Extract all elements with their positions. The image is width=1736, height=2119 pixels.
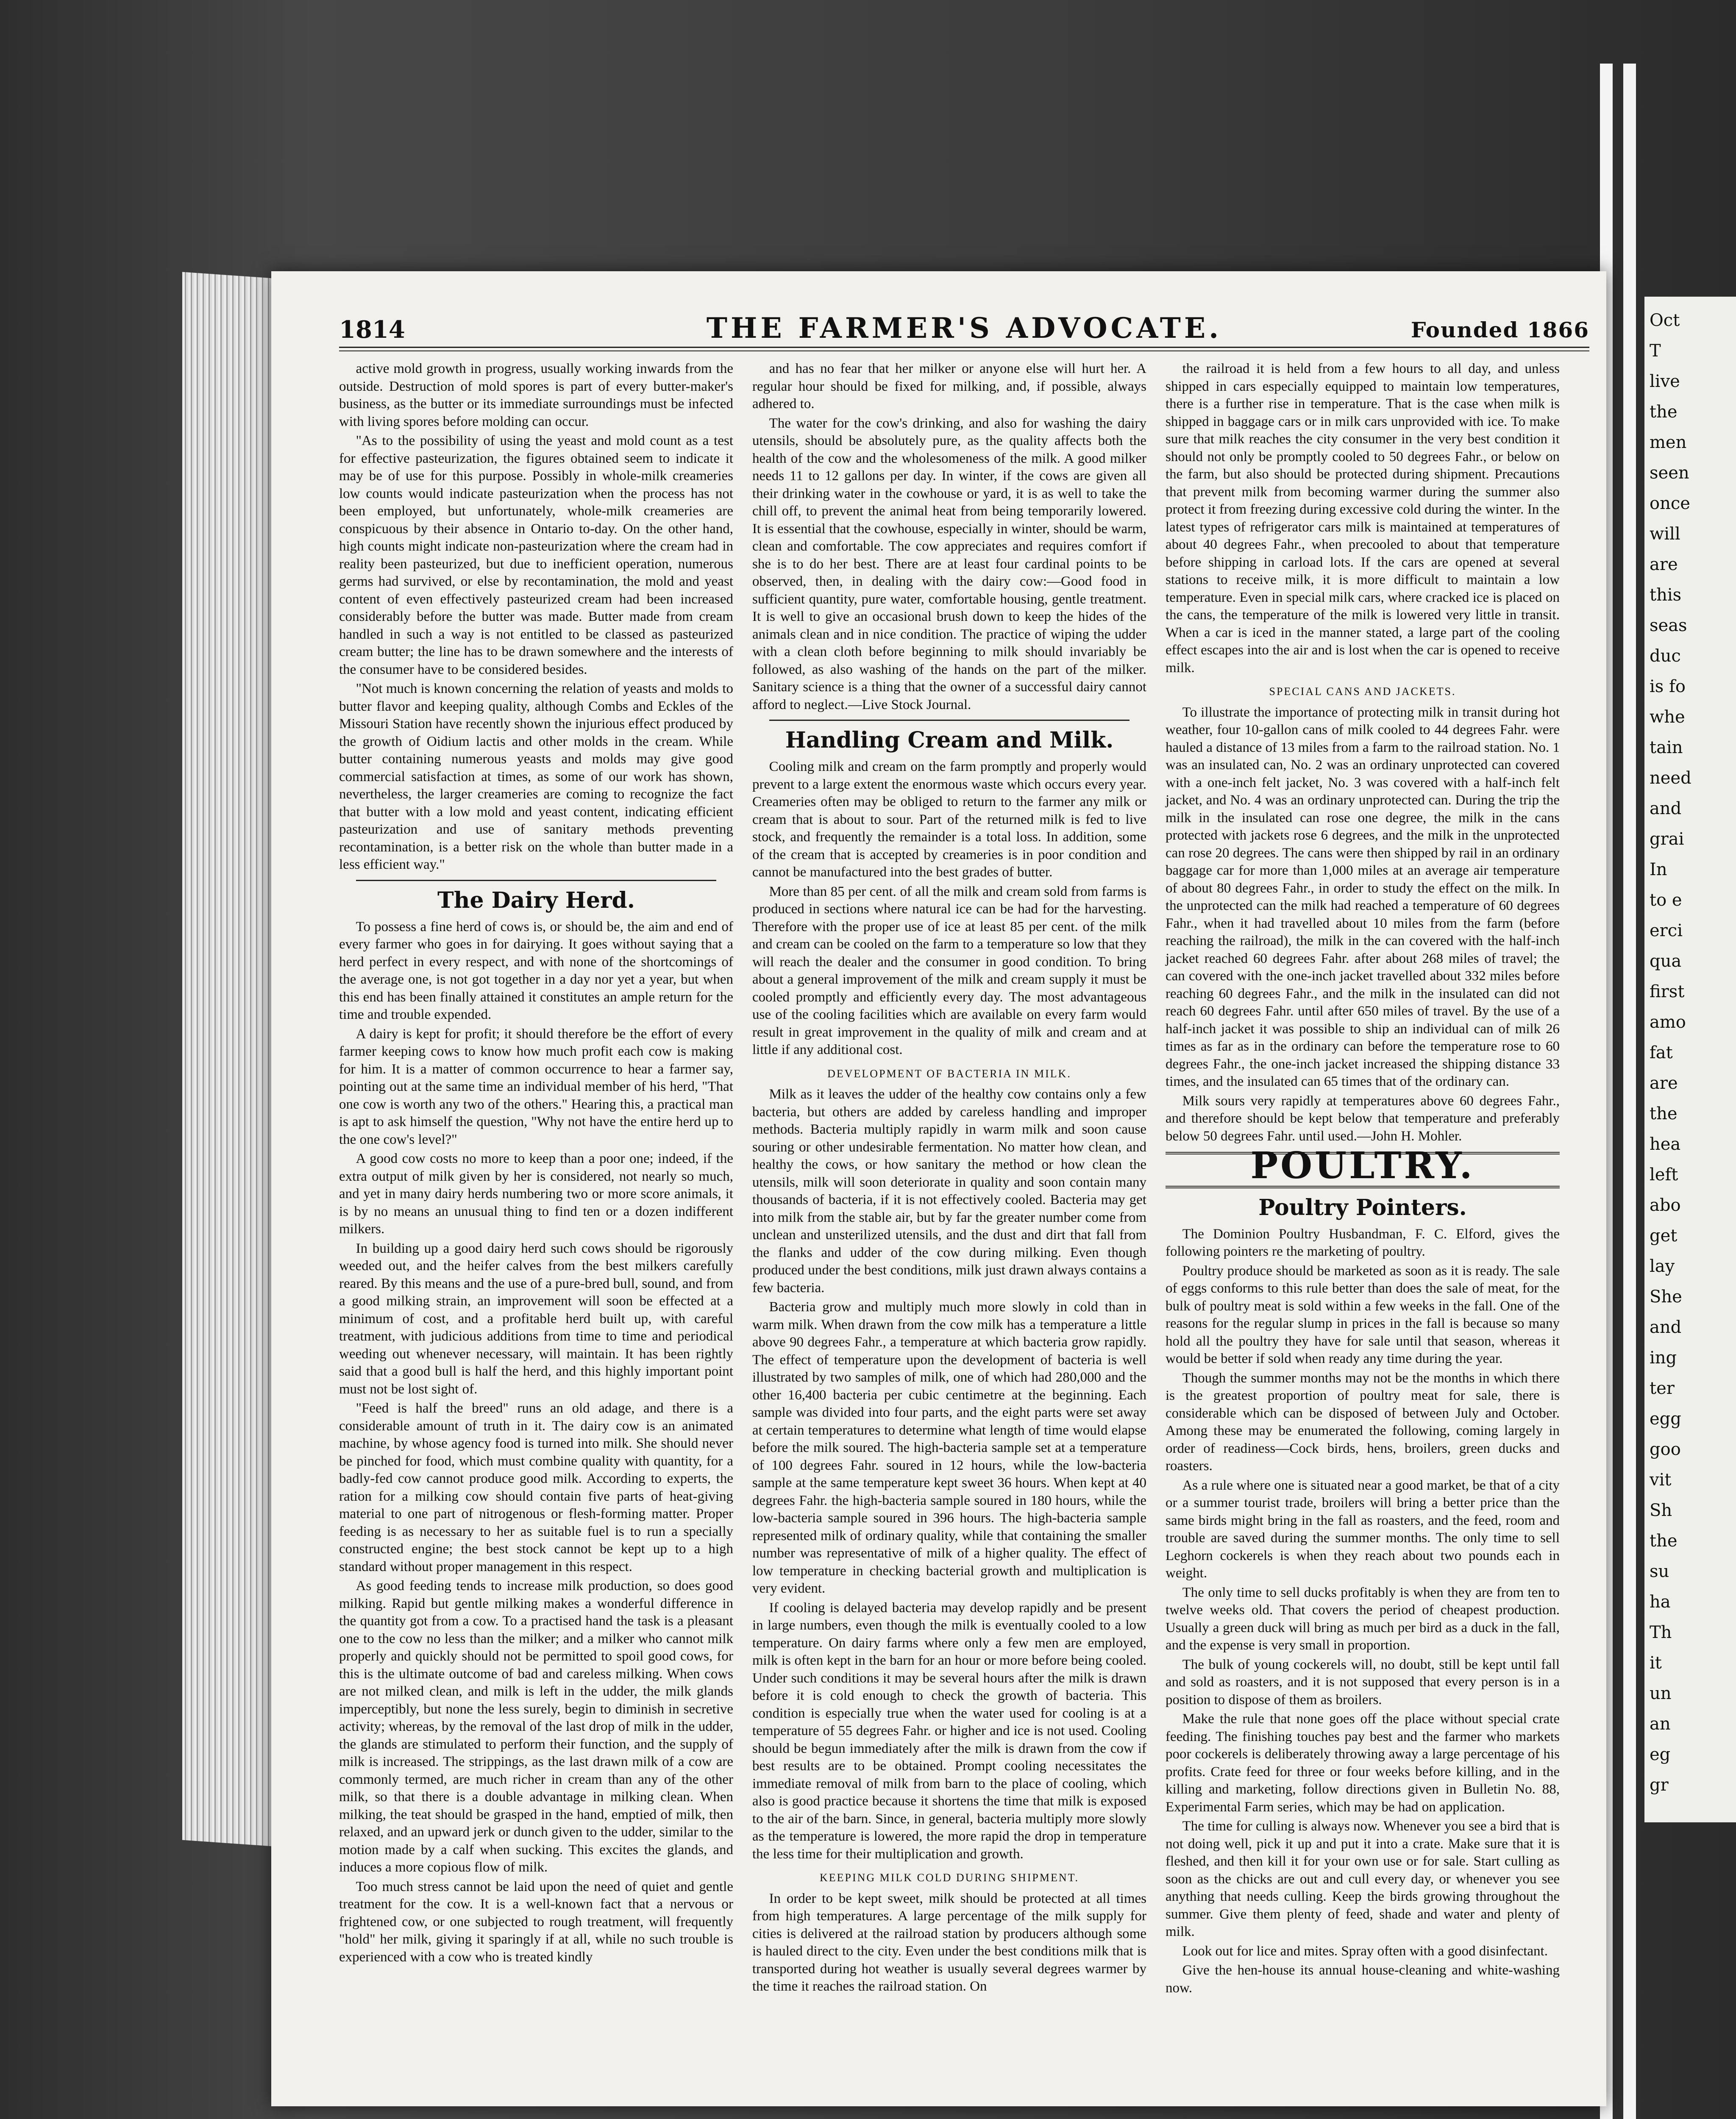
facing-page-fragment: and (1650, 799, 1682, 818)
header-rule (339, 347, 1589, 351)
poultry-banner-text: POULTRY. (1250, 1144, 1475, 1187)
poultry-banner (1166, 1144, 1560, 1188)
paragraph: Look out for lice and mites. Spray often with a good disinfectant. (1182, 1943, 1548, 1959)
dairy-herd-article (339, 918, 733, 1966)
cans-section (1166, 704, 1560, 1146)
newspaper-page (271, 271, 1606, 2106)
facing-page-fragment: get (1650, 1226, 1678, 1246)
facing-page-fragment: this (1650, 585, 1682, 605)
paragraph: "Feed is half the breed" runs an old adage, and there is a considerable amount of truth in it. The dairy cow is an animated machine, by whose agency food is turned into milk. She should never be pinched for food, which must combine quality with quantity, for a badly-fed cow cannot produce good milk. According to experts, the ration for a milking cow should contain five parts of heat-giving material to one part of nitrogenous or flesh-forming matter. Proper feeding is as necessary to her as suitable fuel is to run a specially constructed engine; the best stock cannot be kept up to a high standard without proper management in this respect. (339, 1401, 733, 1574)
facing-page (1644, 297, 1736, 1822)
founded-label: Founded 1866 (1410, 317, 1589, 342)
facing-page-fragment: whe (1650, 707, 1685, 727)
facing-page-fragment: seen (1650, 463, 1689, 483)
facing-page-fragment: ter (1650, 1379, 1675, 1398)
paragraph: active mold growth in progress, usually working inwards from the outside. Destruction of mold spores is part of every butter-maker's business, as the butter or its immediate surroundings must be infected with living spores before molding can occur. (339, 361, 733, 429)
facing-page-fragment: T (1650, 341, 1661, 361)
paragraph: As a rule where one is situated near a good market, be that of a city or a summer tourist trade, broilers will bring a better price than the same birds might bring in the fall as roasters, and the feed, room and trouble are saved during the summer months. The only time to sell Leghorn cockerels is when they reach about two pounds each in weight. (1166, 1477, 1560, 1581)
facing-page-fragment: duc (1650, 646, 1681, 666)
column-1 (339, 360, 733, 1968)
section-divider (356, 880, 716, 881)
bacteria-section (752, 1086, 1146, 1863)
facing-page-fragment: un (1650, 1684, 1672, 1703)
paragraph: "Not much is known concerning the relation of yeasts and molds to butter flavor and keeping quality, although Combs and Eckles of the Missouri Station have recently shown the injurious effect produced by the growth of Oidium lactis and other molds in the cream. While butter containing numerous yeasts and molds may give good commercial satisfaction at times, as some of our work has shown, nevertheless, the larger creameries are coming to recognize the fact that butter with a low mold and yeast content, indicating efficient pasteurization and use of sanitary methods preventing recontamination, is a better risk on the whole than butter made in a less efficient way." (339, 681, 733, 872)
paragraph: The only time to sell ducks profitably is when they are from ten to twelve weeks old. That covers the period of cheapest production. Usually a green duck will bring as much per bird as a duck in the fall, and the expense is very small in proportion. (1166, 1585, 1560, 1653)
paragraph: Milk as it leaves the udder of the healthy cow contains only a few bacteria, but others are added by careless handling and improper methods. Bacteria multiply rapidly in warm milk and soon cause souring or other undesirable fermentation. No matter how clean, and healthy the cows, or how sanitary the method or how clean the utensils, milk will soon deteriorate in quality and soon contain many thousands of bacteria, if it is not effectively cooled. Bacteria may get into milk from the stable air, but by far the greater number come from unclean and unsterilized utensils, and the dust and dirt that fall from the flanks and udder of the cow during milking. Even though produced under the best conditions, milk just drawn always contains a few bacteria. (752, 1087, 1146, 1296)
intro-paragraphs (339, 360, 733, 874)
facing-page-fragment: will (1650, 524, 1680, 544)
paragraph: Bacteria grow and multiply much more slowly in cold than in warm milk. When drawn from the cow milk has a temperature a little above 90 degrees Fahr., a temperature at which bacteria grow rapidly. The effect of temperature upon the development of bacteria is well illustrated by two samples of milk, one of which had 280,000 and the other 16,400 bacteria per cubic centimetre at the beginning. Each sample was divided into four parts, and the eight parts were set away at certain temperatures to determine what length of time would elapse before the milk soured. The high-bacteria sample set at a temperature of 100 degrees Fahr. soured in 12 hours, while the low-bacteria sample at the same temperature kept sweet 36 hours. When kept at 40 degrees Fahr. the high-bacteria sample soured in 180 hours, while the low-bacteria sample soured in 396 hours. The high-bacteria sample represented milk of ordinary quality, while that containing the smaller number was representative of milk of a higher quality. The effect of low temperature in checking bacterial growth and multiplication is very evident. (752, 1299, 1146, 1596)
keeping-cold-section (752, 1890, 1146, 1996)
paragraph: the railroad it is held from a few hours to all day, and unless shipped in cars especially equipped to maintain low temperatures, there is a further rise in temperature. That is the case when milk is shipped in baggage cars or in milk cars unprovided with ice. To make sure that milk reaches the city consumer in the very best condition it should not only be promptly cooled to 50 degrees Fahr., or below on the farm, but also should be protected during shipment. Precautions that prevent milk from becoming warmer during the summer also protect it from freezing during excessive cold during the winter. In the latest types of refrigerator cars milk is maintained at temperatures of about 40 degrees Fahr., when precooled to about that temperature before shipping in carload lots. If the cars are opened at several stations to receive milk, it is more difficult to maintain a low temperature. Even in special milk cars, where cracked ice is placed on the cans, the temperature of the milk is lowered very little in transit. When a car is iced in the manner stated, a large part of the cooling effect escapes into the air and is lost when the car is opened to receive milk. (1166, 361, 1560, 676)
facing-page-fragment: to e (1650, 890, 1682, 910)
facing-page-fragment: are (1650, 1073, 1678, 1093)
poultry-pointers-title: Poultry Pointers. (1258, 1194, 1467, 1221)
facing-page-fragment: erci (1650, 921, 1683, 940)
facing-page-fragment: live (1650, 372, 1680, 391)
paragraph: Milk sours very rapidly at temperatures above 60 degrees Fahr., and therefore should be kept below that temperature and preferably below 50 degrees Fahr. until used.—John H. Mohler. (1166, 1093, 1560, 1144)
facing-page-fragment: ing (1650, 1348, 1677, 1368)
paragraph: As good feeding tends to increase milk production, so does good milking. Rapid but gentle milking makes a wonderful difference in the quantity got from a cow. To a practised hand the task is a pleasant one to the cow no less than the milker; and a milker who cannot milk properly and quickly should not be permitted to spoil good cows, for this is the ultimate outcome of bad and careless milking. When cows are not milked clean, and milk is left in the udder, the milk glands imperceptibly, but none the less surely, begin to diminish in secretive activity; whereas, by the removal of the last drop of milk in the udder, the glands are stimulated to perform their function, and the supply of milk is increased. The strippings, as the last drawn milk of a cow are commonly termed, are much richer in cream than any of the other milk, so that there is a double advantage in milking clean. When milking, the teat should be grasped in the hand, emptied of milk, then relaxed, and an upward jerk or dunch given to the udder, similar to the motion made by a calf when sucking. This excites the glands, and induces a more copious flow of milk. (339, 1578, 733, 1875)
facing-page-fragment: need (1650, 768, 1691, 788)
keeping-cold-subheading: KEEPING MILK COLD DURING SHIPMENT. (819, 1872, 1079, 1884)
masthead: THE FARMER'S ADVOCATE. (706, 311, 1222, 345)
page-number: 1814 (339, 316, 405, 344)
facing-page-fragment: abo (1650, 1196, 1681, 1215)
paragraph: The time for culling is always now. Whenever you see a bird that is not doing well, pick it up and put it into a crate. Make sure that it is fleshed, and then kill it for your own use or for sale. Start culling as soon as the chicks are out and cull every day, or whenever you see anything that needs culling. Keep the birds growing throughout the summer. Give them plenty of feed, shade and water and plenty of milk. (1166, 1819, 1560, 1939)
facing-page-fragment: the (1650, 1531, 1678, 1551)
column-3 (1166, 360, 1560, 1999)
facing-page-fragment: She (1650, 1287, 1682, 1307)
facing-page-fragment: is fo (1650, 677, 1686, 696)
facing-page-fragment: grai (1650, 829, 1684, 849)
facing-page-fragment: Oct (1650, 311, 1680, 330)
column-2 (752, 360, 1146, 1997)
paragraph: A good cow costs no more to keep than a poor one; indeed, if the extra output of milk given by her is considered, not nearly so much, and yet in many dairy herds numbering two or more score animals, it is by no means an unusual thing to find ten or a dozen indifferent milkers. (339, 1151, 733, 1237)
facing-page-fragment: su (1650, 1562, 1669, 1581)
paragraph: In order to be kept sweet, milk should be protected at all times from high temperatures. A large percentage of the milk supply for cities is delivered at the railroad station by producers although some is hauled direct to the city. Even under the best conditions milk that is transported during hot weather is usually several degrees warmer by the time it reaches the railroad station. On (752, 1891, 1146, 1994)
facing-page-fragment: are (1650, 555, 1678, 574)
facing-page-fragment: once (1650, 494, 1690, 513)
paragraph: More than 85 per cent. of all the milk and cream sold from farms is produced in sections where natural ice can be had for the harvesting. Therefore with the proper use of ice at least 85 per cent. of the milk and cream can be cooled on the farm to a temperature so low that they will reach the dealer and the consumer in good condition. To bring about a general improvement of the milk and cream supply it must be cooled promptly and efficiently every day. The most advantageous use of the cooling facilities which are available on every farm would result in great improvement in the quality of milk and cream and at little if any additional cost. (752, 884, 1146, 1057)
book-page-edges (182, 272, 284, 1847)
paragraph: Too much stress cannot be laid upon the need of quiet and gentle treatment for the cow. It is a well-known fact that a nervous or frightened cow, or one subjected to rough treatment, will frequently "hold" her milk, giving it sparingly if at all, while no such trouble is experienced with a cow who is treated kindly (339, 1879, 733, 1965)
paragraph: "As to the possibility of using the yeast and mold count as a test for effective pasteurization, the figures obtained seem to indicate it may be of use for this purpose. Possibly in whole-milk creameries low counts would indicate pasteurization when the process has not been employed, but unfortunately, whole-milk creameries are conspicuous by their absence in Ontario to-day. On the other hand, high counts might indicate non-pasteurization where the cream had in reality been pasteurized, but due to inefficient operation, numerous germs had survived, or else by recontamination, the mold and yeast content of even effectively pasteurized cream had been increased considerably before the butter was made. Butter made from cream handled in such a way is not entitled to be classed as pasteurized cream butter; the line has to be drawn somewhere and the interests of the consumer have to be considered besides. (339, 433, 733, 677)
facing-page-fragment: tain (1650, 738, 1683, 757)
facing-page-fragment: seas (1650, 616, 1687, 635)
paragraph: Cooling milk and cream on the farm promptly and properly would prevent to a large extent the enormous waste which occurs every year. Creameries often may be obliged to return to the farmer any milk or cream that is about to sour. Part of the returned milk is fed to live stock, and frequently the remainder is a total loss. In addition, some of the cream that is accepted by creameries is in poor condition and cannot be manufactured into the best grades of butter. (752, 759, 1146, 880)
intro-paragraphs (752, 360, 1146, 714)
page-header (339, 311, 1589, 350)
paragraph: The bulk of young cockerels will, no doubt, still be kept until fall and sold as roasters, and it is not supposed that every person is in a position to dispose of them as broilers. (1166, 1657, 1560, 1707)
facing-page-fragment: it (1650, 1653, 1662, 1673)
intro-paragraphs (1166, 360, 1560, 677)
handling-cream-article (752, 758, 1146, 1059)
facing-page-fragment: lay (1650, 1257, 1675, 1276)
facing-page-fragment: left (1650, 1165, 1678, 1185)
paragraph: Make the rule that none goes off the place without special crate feeding. The finishing touches pay best and the farmer who markets poor cockerels is deliberately throwing away a large percentage of his profits. Crate feed for three or four weeks before killing, and in the killing and marketing, follow directions given in Bulletin No. 88, Experimental Farm series, which may be had on application. (1166, 1711, 1560, 1815)
facing-page-fragment: fat (1650, 1043, 1673, 1062)
paragraph: If cooling is delayed bacteria may develop rapidly and be present in large numbers, even though the milk is eventually cooled to a low temperature. On dairy farms where only a few men are employed, milk is often kept in the barn for an hour or more before being cooled. Under such conditions it may be several hours after the milk is drawn before it is cold enough to check the growth of bacteria. This condition is especially true when the water used for cooling is at a temperature of 55 degrees Fahr. or higher and ice is not used. Cooling should be begun immediately after the milk is drawn from the cow if best results are to be obtained. Prompt cooling necessitates the immediate removal of milk from barn to the place of cooling, which also is good practice because it shortens the time that milk is exposed to the air of the barn. Since, in general, bacteria multiply more slowly as the temperature is lowered, the more rapid the drop in temperature the less time for their multiplication and growth. (752, 1600, 1146, 1862)
facing-page-fragment: an (1650, 1714, 1671, 1734)
facing-page-fragment: the (1650, 402, 1678, 422)
facing-page-fragment: men (1650, 433, 1687, 452)
facing-page-fragment: eg (1650, 1745, 1671, 1764)
handling-cream-title: Handling Cream and Milk. (785, 727, 1114, 753)
facing-page-fragment: gr (1650, 1775, 1669, 1795)
facing-page-fragment: hea (1650, 1135, 1681, 1154)
section-divider (769, 720, 1130, 721)
scan-edge-bar (1623, 64, 1636, 2119)
facing-page-fragment: Sh (1650, 1501, 1672, 1520)
cans-subheading: SPECIAL CANS AND JACKETS. (1269, 685, 1456, 698)
facing-page-fragment: egg (1650, 1409, 1681, 1429)
facing-page-fragment: amo (1650, 1012, 1686, 1032)
paragraph: To possess a fine herd of cows is, or should be, the aim and end of every farmer who goes in for dairying. It goes without saying that a herd perfect in every respect, and with none of the shortcomings of the average one, is not got together in a day nor yet a year, but when this end has been finally attained it constitutes an ample return for the time and trouble expended. (339, 919, 733, 1022)
dairy-herd-title: The Dairy Herd. (437, 887, 635, 913)
paragraph: Give the hen-house its annual house-cleaning and white-washing now. (1166, 1963, 1560, 1996)
facing-page-fragment: qua (1650, 951, 1682, 971)
facing-page-fragment: the (1650, 1104, 1678, 1123)
paragraph: In building up a good dairy herd such cows should be rigorously weeded out, and the heifer calves from the best milkers carefully reared. By this means and the use of a pure-bred bull, sound, and from a good milking strain, an improvement will soon be effected at a minimum of cost, and a profitable herd built up, with careful treatment, with judicious additions from time to time and periodical weeding out whenever necessary, will maintain. It has been rightly said that a good bull is half the herd, and this highly important point must not be lost sight of. (339, 1240, 733, 1397)
bacteria-subheading: DEVELOPMENT OF BACTERIA IN MILK. (827, 1067, 1071, 1080)
facing-page-fragment: ha (1650, 1592, 1671, 1612)
facing-page-fragment: Th (1650, 1623, 1672, 1642)
paragraph: Though the summer months may not be the months in which there is the greatest proportion of poultry meat for sale, there is considerable which can be disposed of between July and October. Among these may be enumerated the following, coming largely in order of readiness—Cock birds, hens, broilers, green ducks and roasters. (1166, 1370, 1560, 1474)
poultry-pointers-article (1166, 1226, 1560, 1997)
facing-page-fragment: In (1650, 860, 1667, 879)
facing-page-fragment: goo (1650, 1440, 1681, 1459)
paragraph: To illustrate the importance of protecting milk in transit during hot weather, four 10-gallon cans of milk cooled to 44 degrees Fahr. were hauled a distance of 13 miles from a farm to the railroad station. No. 1 was an insulated can, No. 2 was an ordinary unprotected can covered with a one-inch felt jacket, No. 3 was covered with a half-inch felt jacket, and No. 4 was an ordinary unprotected can. During the trip the milk in the insulated can rose one degree, the milk in the cans protected with jackets rose 6 degrees, and the milk in the unprotected can rose 20 degrees. The cans were then shipped by rail in an ordinary baggage car for more than 1,000 miles at an average air temperature of about 80 degrees Fahr., in order to study the effect on the milk. In the unprotected can the milk had reached a temperature of 60 degrees Fahr., when it had travelled about 10 miles from the farm (before reaching the railroad), the milk in the can covered with the half-inch jacket reached 60 degrees Fahr. after about 268 miles of travel; the can covered with the one-inch jacket travelled about 332 miles before reaching 60 degrees Fahr., and the milk in the insulated can did not reach 60 degrees Fahr. until after 650 miles of travel. By the use of a half-inch jacket it was possible to ship an individual can of milk 26 times as far as in the ordinary can before the temperature rose to 60 degrees Fahr., the one-inch jacket increased the shipping distance 33 times, and the insulated can 65 times that of the ordinary can. (1166, 704, 1560, 1089)
paragraph: and has no fear that her milker or anyone else will hurt her. A regular hour should be fixed for milking, and, if possible, always adhered to. (752, 361, 1146, 412)
paragraph: A dairy is kept for profit; it should therefore be the effort of every farmer keeping cows to know how much profit each cow is making for him. It is a matter of common occurrence to hear a farmer say, pointing out at the same time an individual member of his herd, "That one cow is worth any two of the others." Hearing this, a practical man is apt to ask himself the question, "Why not have the entire herd up to the one cow's level?" (339, 1026, 733, 1147)
paragraph: The Dominion Poultry Husbandman, F. C. Elford, gives the following pointers re the marketing of poultry. (1166, 1226, 1560, 1259)
facing-page-fragment: first (1650, 982, 1685, 1001)
paragraph: Poultry produce should be marketed as soon as it is ready. The sale of eggs conforms to this rule better than does the sale of meat, for the bulk of poultry meat is sold within a few weeks in the fall. One of the reasons for the regular slump in prices in the fall is because so many hold all the poultry they have for sale until that season, whereas it would be better if sold when ready any time during the year. (1166, 1263, 1560, 1366)
facing-page-fragment: vit (1650, 1470, 1672, 1490)
facing-page-fragment: and (1650, 1318, 1682, 1337)
paragraph: The water for the cow's drinking, and also for washing the dairy utensils, should be absolutely pure, as the quality affects both the health of the cow and the wholesomeness of the milk. A good milker needs 11 to 12 gallons per day. In winter, if the cows are given all their drinking water in the cowhouse or yard, it is as well to take the chill off, to prevent the animal heat from being temporarily lowered. It is essential that the cowhouse, especially in winter, should be warm, clean and comfortable. The cow appreciates and requires comfort if she is to do her best. There are at least four cardinal points to be observed, then, in dealing with the dairy cow:—Good food in sufficient quantity, pure water, comfortable housing, gentle treatment. It is well to give an occasional brush down to keep the hides of the animals clean and in nice condition. The practice of wiping the udder with a clean cloth before beginning to milk should invariably be followed, as also washing of the hands on the part of the milker. Sanitary science is a thing that the owner of a successful dairy cannot afford to neglect.—Live Stock Journal. (752, 415, 1146, 712)
